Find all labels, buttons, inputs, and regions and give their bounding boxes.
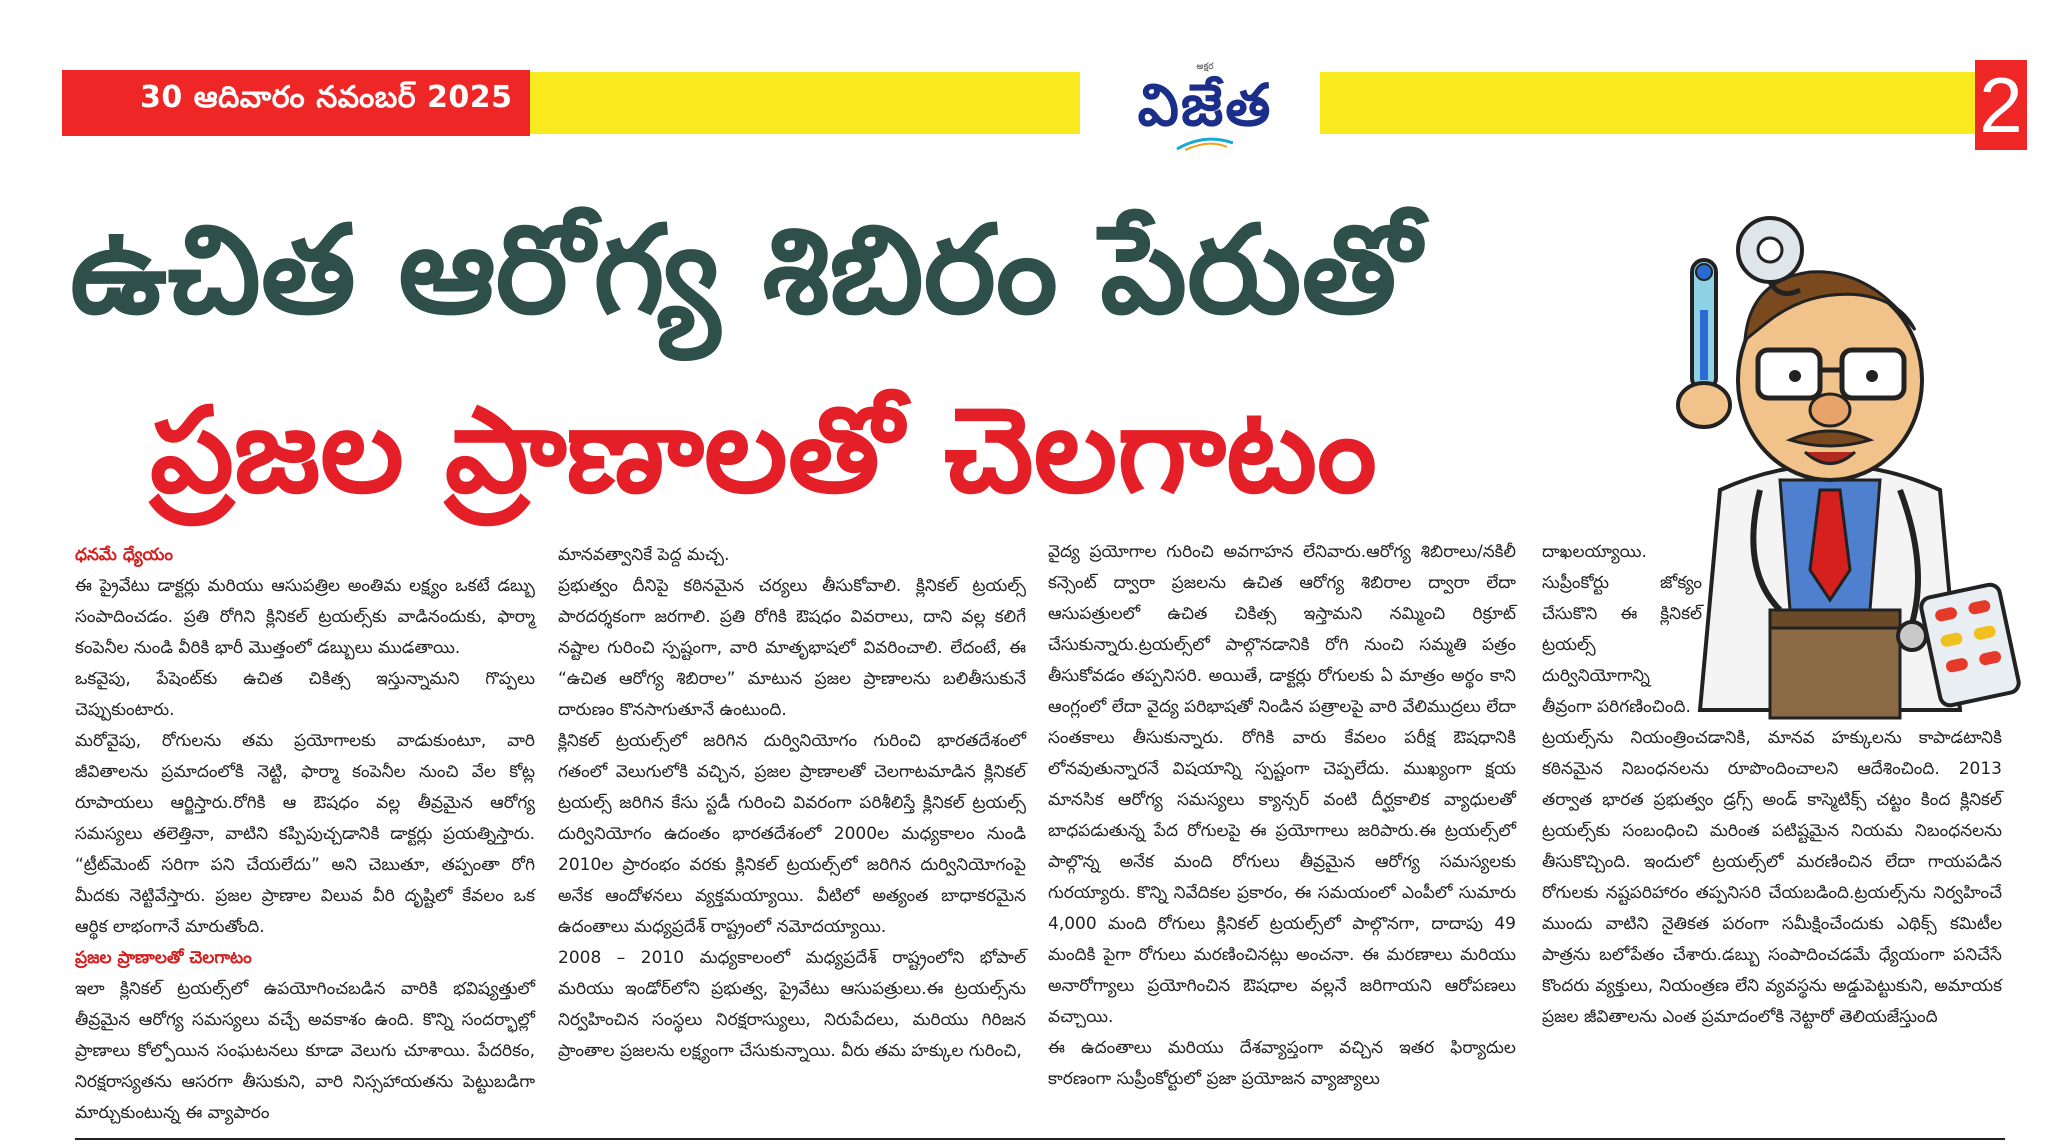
logo-prefix: అక్షర bbox=[1196, 62, 1214, 72]
paragraph: వైద్య ప్రయోగాల గురించి అవగాహన లేనివారు.ఆరోగ్య శిబిరాలు/నకిలీ కన్సెంట్ ద్వారా ప్రజలను ఉచిత ఆరోగ్య శిబిరాల ద్వారా లేదా ఆసుపత్రులలో ఉచిత చికిత్స ఇస్తామని నమ్మించి రిక్రూట్ చేసుకున్నారు.ట్రయల్స్‌లో పాల్గొనడానికి రోగి నుంచి సమ్మతి పత్రం తీసుకోవడం తప్పనిసరి. అయితే, డాక్టర్లు రోగులకు ఏ మాత్రం అర్థం కాని ఆంగ్లంలో లేదా వైద్య పరిభాషతో నిండిన పత్రాలపై వారి వేలిముద్రలు లేదా సంతకాలు తీసుకున్నారు. రోగికి వారు కేవలం పరీక్ష ఔషధానికి లోనవుతున్నారనే విషయాన్ని స్పష్టంగా చెప్పలేదు. ముఖ్యంగా క్షయ మానసిక ఆరోగ్య సమస్యలు క్యాన్సర్ వంటి దీర్ఘకాలిక వ్యాధులతో బాధపడుతున్న పేద రోగులపై ఈ ప్రయోగాలు జరిపారు.ఈ ట్రయల్స్‌లో పాల్గొన్న అనేక మంది రోగులు తీవ్రమైన ఆరోగ్య సమస్యలకు గురయ్యారు. కొన్ని నివేదికల ప్రకారం, ఈ సమయంలో ఎంపీలో సుమారు 4,000 మంది రోగులు క్లినికల్ ట్రయల్స్‌లో పాల్గొనగా, దాదాపు 49 మందికి పైగా రోగులు మరణించినట్లు అంచనా. ఈ మరణాలు మరియు అనారోగ్యాలు ప్రయోగించిన ఔషధాల వల్లనే జరిగాయని ఆరోపణలు వచ్చాయి. bbox=[1048, 542, 1516, 1027]
paragraph: మానవత్వానికే పెద్ద మచ్చ. bbox=[558, 545, 730, 565]
paragraph: ఈ ప్రైవేటు డాక్టర్లు మరియు ఆసుపత్రిల అంతిమ లక్ష్యం ఒకటే డబ్బు సంపాదించడం. ప్రతి రోగిని క్లినికల్ ట్రయల్స్‌కు వాడినందుకు, ఫార్మా కంపెనీల నుండి వీరికి భారీ మొత్తంలో డబ్బులు ముడతాయి. bbox=[75, 576, 535, 658]
paragraph: ఒకవైపు, పేషెంట్‌కు ఉచిత చికిత్స ఇస్తున్నామని గొప్పలు చెప్పుకుంటారు. bbox=[75, 669, 535, 720]
headline-line-2: ప్రజల ప్రాణాలతో చెలగాటం bbox=[150, 381, 1377, 519]
paragraph: ప్రభుత్వం దీనిపై కఠినమైన చర్యలు తీసుకోవాలి. క్లినికల్ ట్రయల్స్ పారదర్శకంగా జరగాలి. ప్రతి రోగికి ఔషధం వివరాలు, దాని వల్ల కలిగే నష్టాల గురించి స్పష్టంగా, వారి మాతృభాషలో వివరించాలి. లేదంటే, ఈ “ఉచిత ఆరోగ్య శిబిరాల” మాటున ప్రజల ప్రాణాలను బలితీసుకునే దారుణం కొనసాగుతూనే ఉంటుంది. bbox=[558, 576, 1026, 720]
paragraph: ట్రయల్స్‌ను నియంత్రించడానికి, మానవ హక్కులను కాపాడటానికి కఠినమైన నిబంధనలను రూపొందించాలని ఆదేశించింది. 2013 తర్వాత భారత ప్రభుత్వం డ్రగ్స్ అండ్ కాస్మెటిక్స్ చట్టం కింద క్లినికల్ ట్రయల్స్‌కు సంబంధించి మరింత పటిష్టమైన నియమ నిబంధనలను తీసుకొచ్చింది. ఇందులో ట్రయల్స్‌లో మరణించిన లేదా గాయపడిన రోగులకు నష్టపరిహారం తప్పనిసరి చేయబడింది.ట్రయల్స్‌ను నిర్వహించే ముందు వాటిని నైతికత పరంగా సమీక్షించేందుకు ఎథిక్స్ కమిటీల పాత్రను బలోపేతం చేశారు.డబ్బు సంపాదించడమే ధ్యేయంగా పనిచేసే కొందరు వ్యక్తులు, నియంత్రణ లేని వ్యవస్థను అడ్డుపెట్టుకుని, అమాయక ప్రజల జీవితాలను ఎంత ప్రమాదంలోకి నెట్టారో తెలియజేస్తుంది bbox=[1542, 728, 2002, 1027]
newspaper-logo bbox=[1100, 62, 1310, 162]
paragraph: ఈ ఉదంతాలు మరియు దేశవ్యాప్తంగా వచ్చిన ఇతర ఫిర్యాదుల కారణంగా సుప్రీంకోర్టులో ప్రజా ప్రయోజన వ్యాజ్యాలు bbox=[1048, 1038, 1516, 1089]
header-yellow-bar-right bbox=[1320, 72, 1975, 134]
article-column-1 bbox=[75, 540, 535, 1129]
subheading-1: ధనమే ధ్యేయం bbox=[75, 545, 173, 565]
subheading-2: ప్రజల ప్రాణాలతో చెలగాటం bbox=[75, 948, 252, 968]
paragraph: దాఖలయ్యాయి. సుప్రీంకోర్టు జోక్యం చేసుకొని ఈ క్లినికల్ ట్రయల్స్ దుర్వినియోగాన్ని తీవ్రంగా పరిగణించింది. bbox=[1542, 542, 1702, 717]
bottom-rule bbox=[75, 1138, 2005, 1140]
article-column-4 bbox=[1542, 537, 2002, 1033]
paragraph: మరోవైపు, రోగులను తమ ప్రయోగాలకు వాడుకుంటూ, వారి జీవితాలను ప్రమాదంలోకి నెట్టి, ఫార్మా కంపెనీల నుంచి వేల కోట్ల రూపాయలు ఆర్జిస్తారు.రోగికి ఆ ఔషధం వల్ల తీవ్రమైన ఆరోగ్య సమస్యలు తలెత్తినా, వాటిని కప్పిపుచ్చడానికి డాక్టర్లు ప్రయత్నిస్తారు. “ట్రీట్‌మెంట్ సరిగా పని చేయలేదు” అని చెబుతూ, తప్పంతా రోగి మీదకు నెట్టివేస్తారు. ప్రజల ప్రాణాల విలువ వీరి దృష్టిలో కేవలం ఒక ఆర్థిక లాభంగానే మారుతోంది. bbox=[75, 731, 535, 937]
headline-line-1: ఉచిత ఆరోగ్య శిబిరం పేరుతో bbox=[70, 199, 1421, 341]
page-number: 2 bbox=[1975, 60, 2027, 150]
paragraph: క్లినికల్ ట్రయల్స్‌లో జరిగిన దుర్వినియోగం గురించి భారతదేశంలో గతంలో వెలుగులోకి వచ్చిన, ప్రజల ప్రాణాలతో చెలగాటమాడిన క్లినికల్ ట్రయల్స్ జరిగిన కేసు స్టడీ గురించి వివరంగా పరిశీలిస్తే క్లినికల్ ట్రయల్స్ దుర్వినియోగం ఉదంతం భారతదేశంలో 2000ల మధ్యకాలం నుండి 2010ల ప్రారంభం వరకు క్లినికల్ ట్రయల్స్‌లో జరిగిన దుర్వినియోగంపై అనేక ఆందోళనలు వ్యక్తమయ్యాయి. వీటిలో అత్యంత బాధాకరమైన ఉదంతాలు మధ్యప్రదేశ్ రాష్ట్రంలో నమోదయ్యాయి. bbox=[558, 731, 1026, 937]
logo-name: విజేత bbox=[1137, 71, 1273, 139]
logo-swoosh-icon bbox=[1175, 137, 1235, 151]
article-column-2 bbox=[558, 540, 1026, 1067]
paragraph: ఇలా క్లినికల్ ట్రయల్స్‌లో ఉపయోగించబడిన వారికి భవిష్యత్తులో తీవ్రమైన ఆరోగ్య సమస్యలు వచ్చే అవకాశం ఉంది. కొన్ని సందర్భాల్లో ప్రాణాలు కోల్పోయిన సంఘటనలు కూడా వెలుగు చూశాయి. పేదరికం, నిరక్షరాస్యతను ఆసరగా తీసుకుని, వారి నిస్సహాయతను పెట్టుబడిగా మార్చుకుంటున్న ఈ వ్యాపారం bbox=[75, 979, 535, 1123]
paragraph: 2008 – 2010 మధ్యకాలంలో మధ్యప్రదేశ్ రాష్ట్రంలోని భోపాల్ మరియు ఇండోర్‌లోని ప్రభుత్వ, ప్రైవేటు ఆసుపత్రులు.ఈ ట్రయల్స్‌ను నిర్వహించిన సంస్థలు నిరక్షరాస్యులు, నిరుపేదలు, మరియు గిరిజన ప్రాంతాల ప్రజలను లక్ష్యంగా చేసుకున్నాయి. వీరు తమ హక్కుల గురించి, bbox=[558, 948, 1026, 1061]
issue-date: 30 ఆదివారం నవంబర్ 2025 bbox=[140, 80, 513, 115]
article-column-3 bbox=[1048, 537, 1516, 1095]
header-yellow-bar-left bbox=[530, 72, 1080, 134]
